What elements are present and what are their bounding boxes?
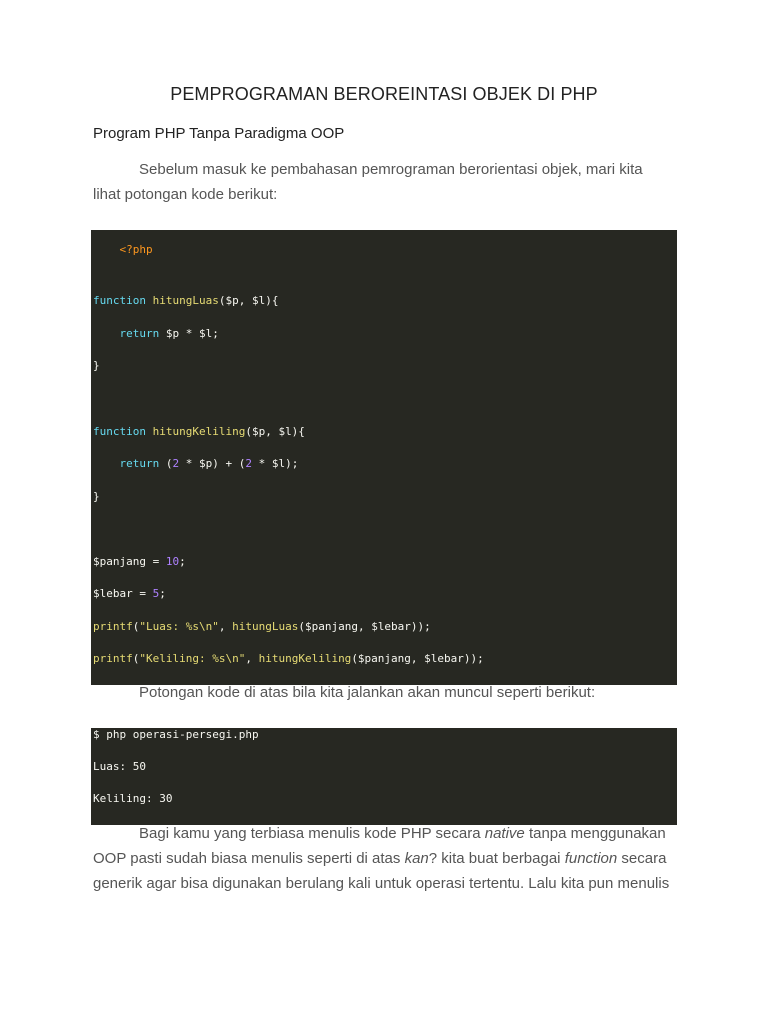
section-heading: Program PHP Tanpa Paradigma OOP bbox=[93, 125, 345, 142]
return-luas-expr: $p * $l; bbox=[159, 327, 219, 340]
code-line-close-2 bbox=[93, 490, 100, 503]
params: ($p, $l){ bbox=[245, 425, 305, 438]
code-line-panjang bbox=[93, 555, 186, 568]
number-5: 5 bbox=[152, 587, 160, 600]
paren-open: ( bbox=[132, 620, 140, 633]
document-title: PEMPROGRAMAN BEROREINTASI OBJEK DI PHP bbox=[170, 84, 598, 104]
explanation-paragraph bbox=[93, 821, 677, 896]
php-open-tag: <?php bbox=[119, 243, 153, 256]
code-line-lebar bbox=[93, 587, 166, 600]
keyword-return: return bbox=[119, 327, 160, 340]
expl-l1-a: Bagi kamu yang terbiasa menulis kode PHP secara bbox=[139, 825, 485, 842]
comma: , bbox=[218, 620, 233, 633]
expl-l1-b: tanpa menggunakan bbox=[524, 825, 666, 842]
semicolon: ; bbox=[179, 555, 186, 568]
close-brace: } bbox=[93, 490, 100, 503]
printf-call: printf bbox=[93, 652, 133, 665]
return-kel-part-c: * $l); bbox=[251, 457, 299, 470]
terminal-line-keliling: Keliling: 30 bbox=[93, 792, 173, 805]
close-brace: } bbox=[93, 359, 100, 372]
intro-line-2: lihat potongan kode berikut: bbox=[93, 186, 278, 203]
code-line-return-keliling bbox=[93, 457, 298, 470]
terminal-output-block bbox=[91, 728, 677, 825]
string-keliling: "Keliling: %s\n" bbox=[139, 652, 246, 665]
code-line-return-luas bbox=[93, 327, 219, 340]
terminal-line-luas: Luas: 50 bbox=[93, 760, 146, 773]
semicolon: ; bbox=[159, 587, 166, 600]
var-lebar: $lebar = bbox=[93, 587, 153, 600]
expl-l2-c: secara bbox=[617, 850, 667, 867]
function-name-keliling: hitungKeliling bbox=[152, 425, 246, 438]
expl-l2-b: ? kita buat berbagai bbox=[428, 850, 565, 867]
code-line-printf-keliling bbox=[93, 652, 484, 665]
number-2: 2 bbox=[245, 457, 252, 470]
result-paragraph bbox=[93, 680, 677, 705]
call-args: ($panjang, $lebar)); bbox=[298, 620, 431, 633]
return-kel-part-a: ( bbox=[159, 457, 173, 470]
return-kel-part-b: * $p) + ( bbox=[179, 457, 246, 470]
expl-l1-em: native bbox=[484, 825, 525, 842]
function-name-keliling: hitungKeliling bbox=[258, 652, 352, 665]
expl-l2-a: OOP pasti sudah biasa menulis seperti di atas bbox=[93, 850, 405, 867]
code-line-printf-luas bbox=[93, 620, 431, 633]
result-line: Potongan kode di atas bila kita jalankan akan muncul seperti berikut: bbox=[139, 684, 596, 701]
call-args: ($panjang, $lebar)); bbox=[351, 652, 484, 665]
code-line-close-1 bbox=[93, 359, 100, 372]
number-2: 2 bbox=[172, 457, 180, 470]
function-name-luas: hitungLuas bbox=[152, 294, 219, 307]
params: ($p, $l){ bbox=[218, 294, 279, 307]
printf-call: printf bbox=[93, 620, 133, 633]
code-line-function-keliling bbox=[93, 425, 305, 438]
terminal-line-command: $ php operasi-persegi.php bbox=[93, 728, 259, 741]
paren-open: ( bbox=[132, 652, 140, 665]
comma: , bbox=[245, 652, 259, 665]
keyword-function: function bbox=[93, 294, 146, 307]
code-line-1 bbox=[93, 230, 153, 269]
keyword-return: return bbox=[119, 457, 160, 470]
php-code-block bbox=[91, 230, 677, 685]
string-luas: "Luas: %s\n" bbox=[139, 620, 219, 633]
keyword-function: function bbox=[93, 425, 146, 438]
intro-line-1: Sebelum masuk ke pembahasan pemrograman berorientasi objek, mari kita bbox=[139, 161, 643, 178]
code-line-function-luas bbox=[93, 294, 278, 307]
var-panjang: $panjang = bbox=[93, 555, 166, 568]
expl-l2-em1: kan bbox=[404, 850, 429, 867]
number-10: 10 bbox=[165, 555, 180, 568]
expl-l3: generik agar bisa digunakan berulang kali untuk operasi tertentu. Lalu kita pun menulis bbox=[93, 875, 670, 892]
expl-l2-em2: function bbox=[564, 850, 618, 867]
intro-paragraph bbox=[93, 157, 677, 207]
function-name-luas: hitungLuas bbox=[232, 620, 299, 633]
